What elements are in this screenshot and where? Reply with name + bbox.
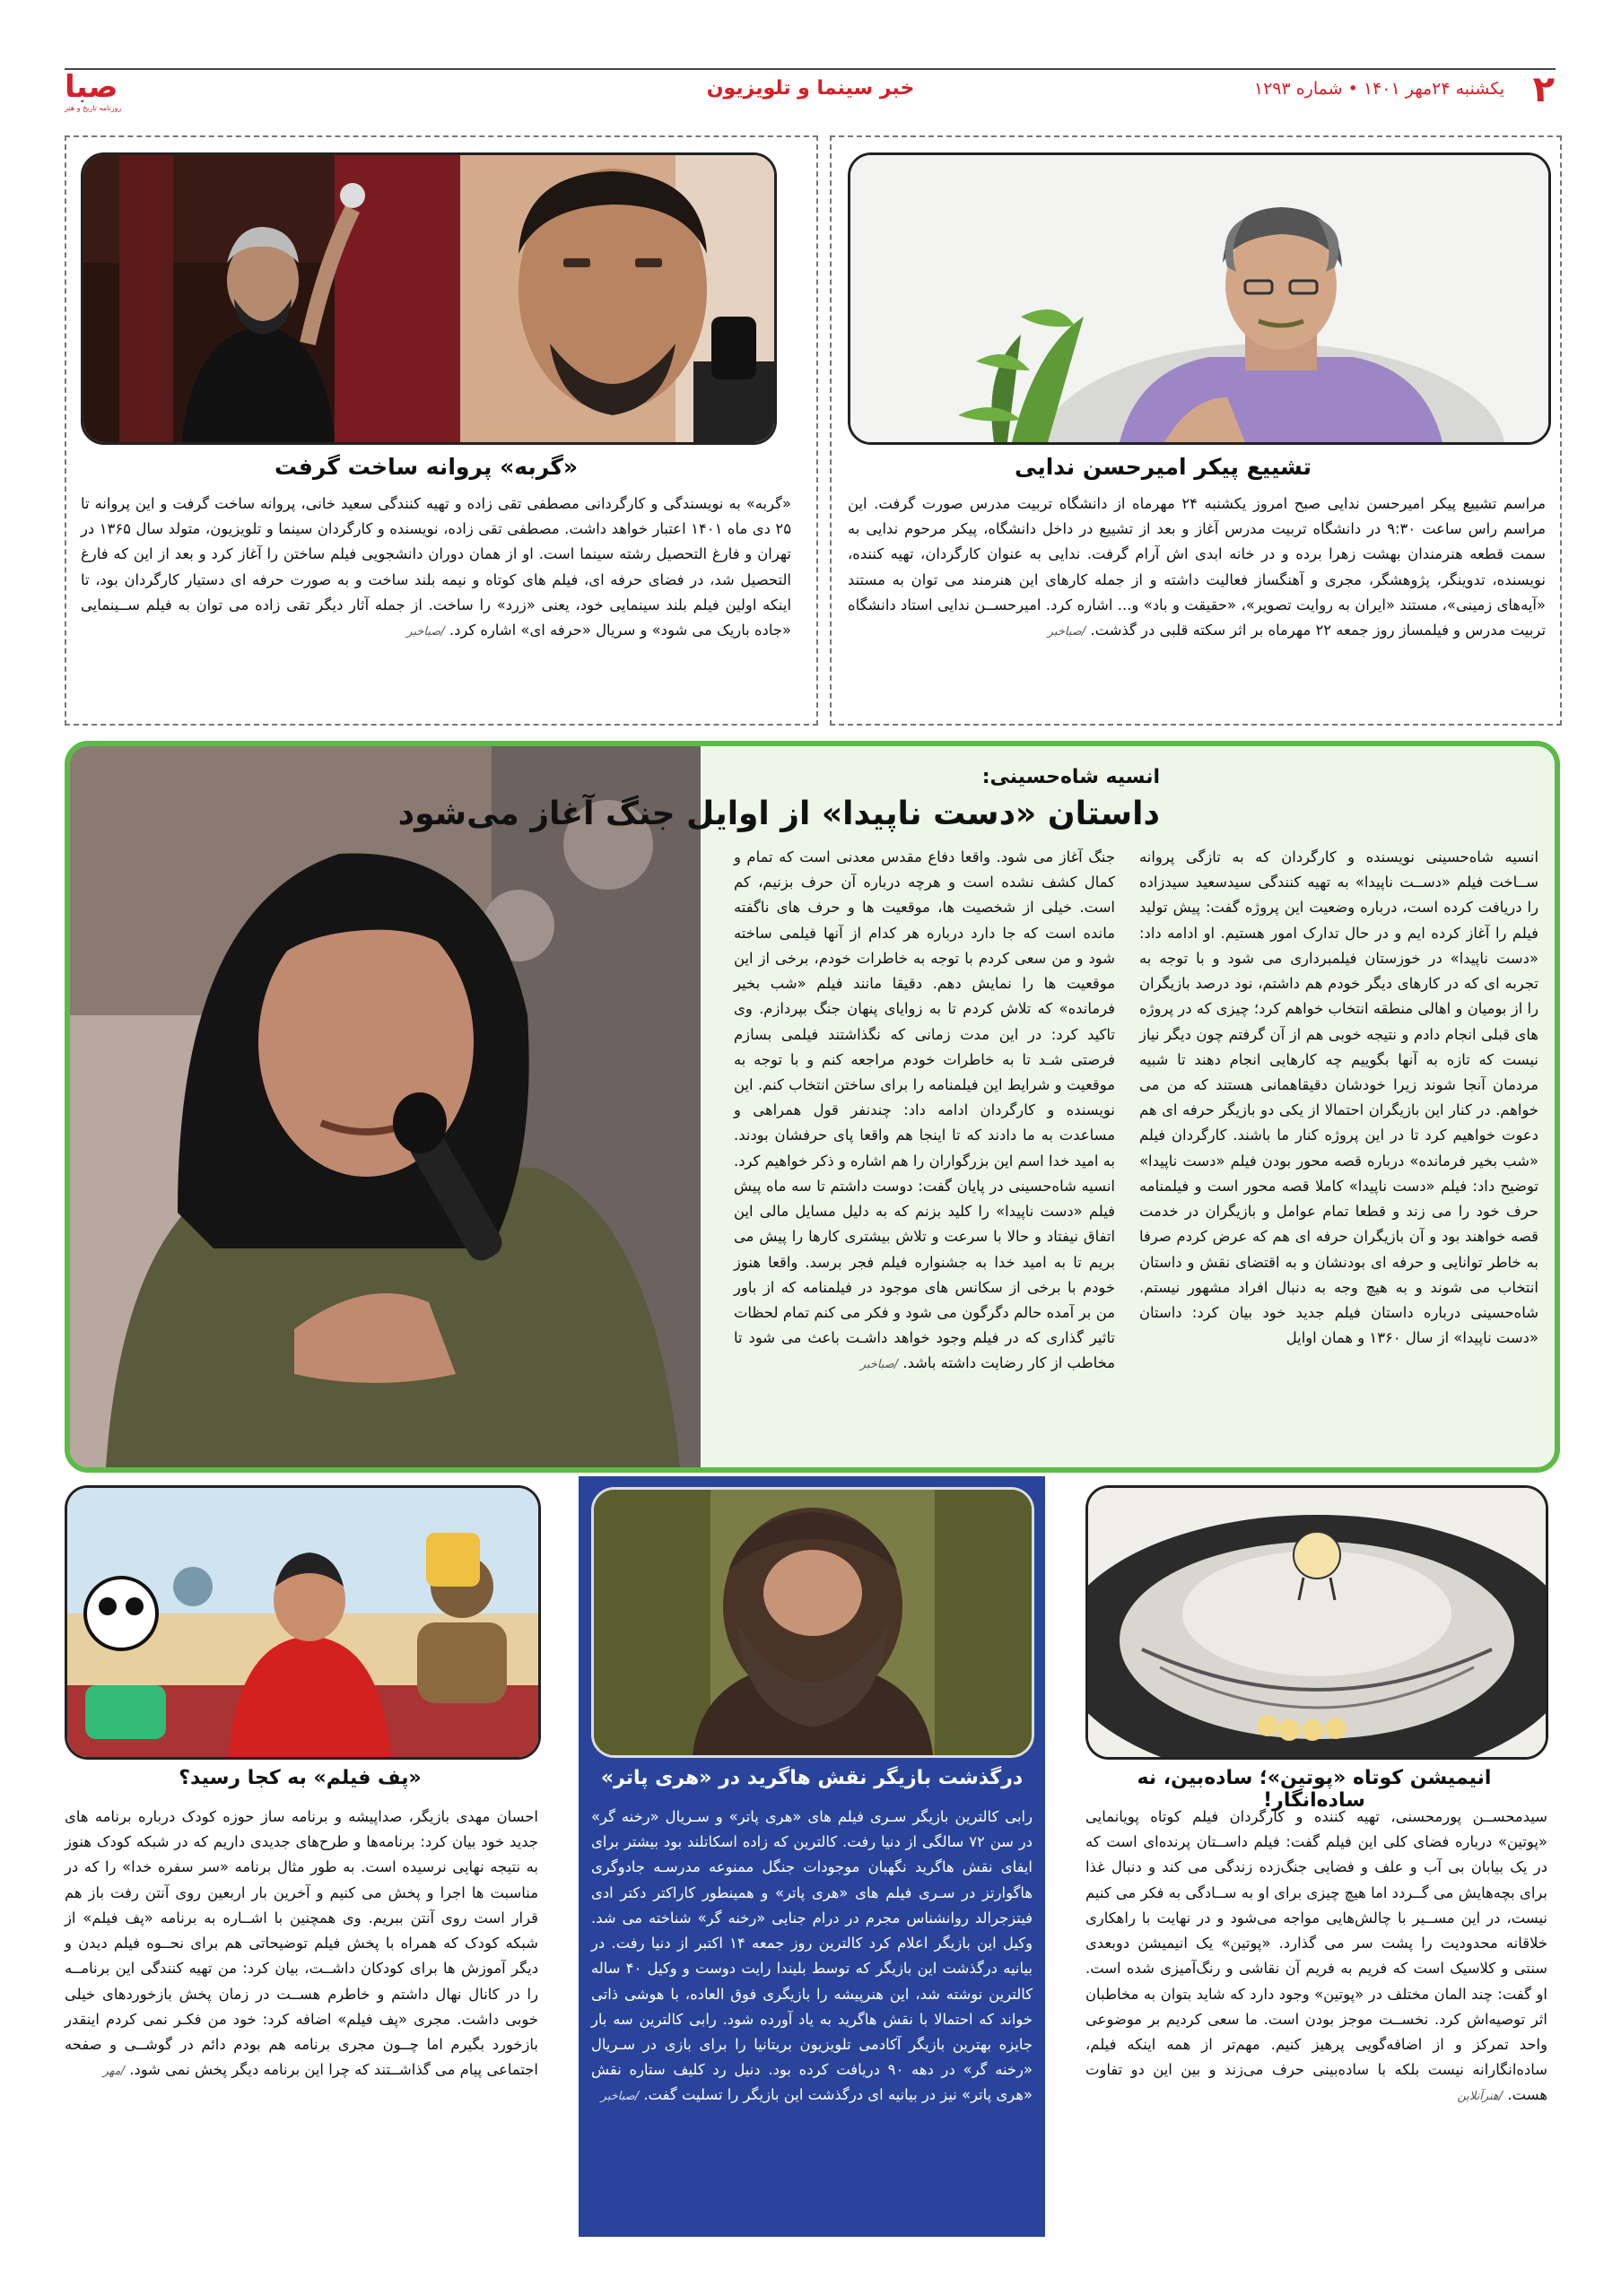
logo-text: صبا	[65, 69, 118, 105]
page-number: ۲	[1532, 69, 1555, 110]
hagrid-title: درگذشت بازیگر نقش هاگرید در «هری پاتر»	[600, 1767, 1024, 1789]
gorbeh-body	[81, 491, 791, 643]
gorbeh-photo	[81, 152, 777, 445]
feature-photo	[70, 746, 701, 1467]
pootin-photo	[1085, 1485, 1548, 1760]
gorbeh-body-text: «گربه» به نویسندگی و کارگردانی مصطفی تقی زاده و تهیه کنندگی سعید خانی، پروانه ساخت گرفت و این پروانه تا ۲۵ دی ماه ۱۴۰۱ اعتبار خواهد داشت. مصطفی تقی زاده، نویسنده و کارگردان سینما و تلویزیون، متولد سال ۱۳۶۵ در تهران و فارغ التحصیل رشته سینما است. او از همان دوران دانشجویی فیلم ساختن را آغاز کرد و بعد از این که فارغ التحصیل شد، در فضای حرفه ای، فیلم های کوتاه و نیمه بلند ساخت و به صورت حرفه ای دستیار کارگردان بود، تا اینکه اولین فیلم بلند سینمایی خود، یعنی «زرد» را ساخت. از جمله آثار دیگر تقی زاده می توان به فیلم ســینمایی «جاده باریک می شود» و سریال «حرفه ای» اشاره کرد.	[81, 495, 792, 639]
pootin-animation-icon	[1088, 1488, 1546, 1757]
hagrid-box	[579, 1476, 1045, 2237]
pofefilm-photo	[65, 1485, 541, 1760]
section-title: خبر سینما و تلویزیون	[706, 77, 915, 100]
feature-box	[65, 741, 1560, 1473]
hagrid-photo	[591, 1487, 1034, 1758]
nedaei-body	[848, 491, 1546, 643]
pofefilm-characters-icon	[67, 1488, 538, 1757]
pofefilm-body	[65, 1805, 538, 2083]
feature-source: /صباخبر	[859, 1358, 899, 1372]
gorbeh-photo-icon	[83, 155, 774, 442]
pootin-body	[1085, 1805, 1547, 2109]
nedaei-title: تشییع پیکر امیرحسن ندایی	[1015, 454, 1312, 480]
feature-col2	[734, 845, 1115, 1377]
pofefilm-body-text: احسان مهدی بازیگر، صداپیشه و برنامه ساز حوزه کودک درباره برنامه های جدید خود بیان کرد: برنامه‌ها و طرح‌های جدیدی داریم که در شبکه کودک هنوز به نتیجه نهایی نرسیده است. به طور مثال برنامه «سر سفره خدا» را که در مناسبت ها اجرا و پخش می کنیم و آخرین بار اربعین روی آنتن رفت باز هم قرار است روی آنتن ببریم. وی همچنین با اشــاره به برنامه «پف فیلم» از شبکه کودک که همراه با پخش فیلم توضیحاتی هم برای نحــوه فیلم دیدن و دیگر آموزش ها برای کودکان داشــت، بیان کرد: من تهیه کنندگی این برنامــه را در کانال نهال داشتم و خاطرم هســت در زمان پخش بازخوردهای خیلی خوبی داشت. مجری «پف فیلم» اضافه کرد: خود من فکـر نمی کردم اینقدر بازخورد بگیرم اما چــون مجری برنامه هم بودم دائم در گوشــی و صفحه اجتماعی پیام می گذاشــتند که چرا این برنامه دیگر پخش نمی شود.	[65, 1808, 538, 2079]
hagrid-body-text: رابی کالترین بازیگر سـری فیلم های «هری پاتر» و سـریال «رخنه گر» در سن ۷۲ سالگی از دنیا رفت. کالترین که زاده اسکاتلند بود بیشتر برای ایفای نقش هاگرید نگهبان موجودات جنگل ممنوعه مدرسـه جادوگری هاگوارتز در سـری فیلم های «هری پاتر» و همینطور کاراکتر دکتر ادی فیتزجرالد روانشناس مجرم در درام جنایی «رخنه گر» شناخته می شد. وکیل این بازیگر اعلام کرد کالترین روز جمعه ۱۴ اکتبر از دنیا رفت. در بیانیه درگذشت این بازیگر که توسط بلیندا رایت دوست و وکیل ۴۰ ساله کالترین نوشته شد، این هنرپیشه را بازیگری فوق العاده، با هوشی ذاتی خواند که احتمالا با نقش هاگرید به یاد آورده شود. رابی کالترین سه بار جایزه بهترین بازیگر آکادمی تلویزیون بریتانیا را برای بازی در سـریال «رخنه گر» در دهه ۹۰ دریافت کرده بود. دنیل رد کلیف ستاره نقش «هری پاتر» نیز در بیانیه ای درگذشت این بازیگر را تسلیت گفت.	[591, 1808, 1033, 2104]
nedaei-portrait-icon	[850, 155, 1548, 442]
hagrid-body	[591, 1805, 1033, 2109]
logo	[65, 70, 163, 115]
feature-kicker: انسیه شاه‌حسینی:	[981, 766, 1160, 788]
top-rule	[65, 68, 1556, 70]
feature-portrait-icon	[70, 746, 701, 1467]
pootin-title: انیمیشن کوتاه «پوتین»؛ ساده‌بین، نه ساده‌انگار!	[1137, 1767, 1492, 1812]
hagrid-portrait-icon	[594, 1490, 1032, 1755]
hagrid-source: /صباخبر	[600, 2090, 640, 2104]
pofefilm-source: /مهر	[102, 2065, 125, 2079]
feature-col2-text: جنگ آغاز می شود. واقعا دفاع مقدس معدنی است که تمام و کمال کشف نشده است و هرچه درباره آن حرف بزنیم، کم است. خیلی از شخصیت ها، موقعیت ها و حرف های ناگفته مانده است که جا دارد درباره هر کدام از آنها فیلمی ساخته شود و من سعی کردم با توجه به خاطرات خودم، برخی از این موقعیت ها را نمایش دهم. دقیقا مانند فیلم «شب بخیر فرمانده» که تلاش کردم تا به زوایای پنهان جنگ بپردازم. وی تاکید کرد: در این مدت زمانی که نگذاشتند فیلمی بسازم فرصتی شـد تا به خاطرات خودم مراجعه کنم و با توجه به موقعیت و شرایط این فیلمنامه را برای ساختن انتخاب کنم. این نویسنده و کارگردان ادامه داد: چندنفر قول همراهی و مساعدت به ما دادند که تا اینجا هم واقعا پای حرفشان بودند. به امید خدا اسم این بزرگواران را هم اشاره و ذکر خواهیم کرد. انسیه شاه‌حسینی در پایان گفت: دوست داشتم تا سه ماه پیش فیلم «دست ناپیدا» را کلید بزنم که به دلیل مسایل مالی این اتفاق نیفتاد و حالا با سرعت و تلاش بیشتری کارها را پیش می بریم تا به امید خدا به جشنواره فیلم فجر برسد. واقعا هنوز خودم با برخی از سکانس های موجود در فیلمنامه که از باور من بر آمده حالم دگرگون می شود و فکر می کنم تمام لحظات تاثیر گذاری که در فیلم وجود خواهد داشـت باعث می شود تا مخاطب از کار رضایت داشته باشد.	[734, 848, 1115, 1372]
date-issue: یکشنبه ۲۴مهر ۱۴۰۱ • شماره ۱۲۹۳	[1253, 79, 1504, 99]
nedaei-photo	[848, 152, 1551, 445]
nedaei-body-text: مراسم تشییع پیکر امیرحسن ندایی صبح امروز یکشنبه ۲۴ مهرماه از دانشگاه تربیت مدرس صورت گرفت. این مراسم راس ساعت ۹:۳۰ در دانشگاه تربیت مدرس آغاز و بعد از تشییع در داخل دانشگاه، پیکر مرحوم ندایی به سمت قطعه هنرمندان بهشت زهرا برده و در خانه ابدی اش آرام گرفت. ندایی به عنوان کارگردان، تهیه کننده، نویسنده، تدوینگر، پژوهشگر، مجری و آهنگساز فعالیت داشته و از جمله کارهای این هنرمند می توان به مستند «آیه‌های زمینی»، مستند «ایران به روایت تصویر»، «حقیقت و باد» و... اشاره کرد. امیرحســن ندایی استاد دانشگاه تربیت مدرس و فیلمساز روز جمعه ۲۲ مهرماه بر اثر سکته قلبی در گذشت.	[848, 495, 1547, 639]
pootin-source: /هنرآنلاین	[1457, 2090, 1503, 2104]
gorbeh-title: «گربه» پروانه ساخت گرفت	[274, 454, 579, 480]
feature-title: داستان «دست ناپیدا» از اوایل جنگ آغاز می‌شود	[397, 796, 1160, 832]
nedaei-source: /صباخبر	[1047, 625, 1086, 639]
feature-col1: انسیه شاه‌حسینی نویسنده و کارگردان که به تازگی پروانه ســاخت فیلم «دســت ناپیدا» به تهیه کنندگی سیدسعید سیدزاده را دریافت کرده است، درباره وضعیت این پروژه گفت: پیش تولید فیلم را آغاز کرده ایم و در حال تدارک امور هستیم. او ادامه داد: «دست ناپیدا» در خوزستان فیلمبرداری می شود و با توجه به تجربه ای که در کارهای دیگر خودم هم داشتم، نود درصد بازیگران را از بومیان و اهالی منطقه انتخاب خواهم کرد؛ چیزی که در پروژه های قبلی انجام دادم و نتیجه خوبی هم از آن گرفتم چون دیگر نیاز نیست که تازه به آنها بگوییم چه کارهایی انجام دهند تا شبیه مردمان آنجا شوند زیرا خودشان دقیقاهمانی هستند که من می خواهم. در کنار این بازیگران احتمالا از یکی دو بازیگر حرفه ای هم دعوت خواهیم کرد تا در این پروژه کنار ما باشند. کارگردان فیلم «شب بخیر فرمانده» درباره قصه محور بودن فیلم «دست ناپیدا» توضیح داد: فیلم «دست ناپیدا» کاملا قصه محور است و فیلمنامه حرف خود را می زند و قطعا تمام عوامل و بازیگران در خدمت قصه خواهند بود و آن بازیگران حرفه ای هم که عرض کردم صرفا به خاطر توانایی و حرفه ای بودنشان و به اقتضای نقش و داستان انتخاب می شوند و به هیچ وجه به دنبال افراد مشهور نیستم. شاه‌حسینی درباره داستان فیلم جدید خود بیان کرد: داستان «دست ناپیدا» از سال ۱۳۶۰ و همان اوایل	[1139, 848, 1538, 1347]
gorbeh-source: /صباخبر	[406, 625, 445, 639]
pofefilm-title: «پف فیلم» به کجا رسید؟	[179, 1767, 422, 1789]
pootin-body-text: سیدمحســن پورمحسنی، تهیه کننده و کارگردان فیلم کوتاه پویانمایی «پوتین» درباره فضای کلی این فیلم گفت: فیلم داســتان پرنده‌ای است که در یک بیابان بی آب و علف و فضایی جنگ‌زده زندگی می کند و دنبال غذا برای بچه‌هایش می گــردد اما هیچ چیزی برای او به ســادگی به فکر می کنیم نیست، در این مســیر با چالش‌هایی مواجه می‌شود و در نهایت با راهکاری خلاقانه محدودیت را پشت سر می گذارد. «پوتین» یک انیمیشن دوبعدی سنتی و کلاسیک است که فریم به فریم آن نقاشی و رنگ‌آمیزی شده است. او گفت: چند المان مختلف در «پوتین» وجود دارد که شاید بتوان به مخاطبان اثر توصیه‌اش کرد. نخســت موجز بودن است. ما سعی کردیم بر موضوعی واحد تمرکز و از اضافه‌گویی پرهیز کنیم. مهم‌تر از همه اینکه فیلم، ساده‌انگارانه نیست بلکه با ساده‌بینی حرف می‌زند و بین این دو تفاوت هست.	[1085, 1808, 1547, 2104]
logo-subtitle: روزنامه تاریخ و هنر	[65, 104, 122, 112]
